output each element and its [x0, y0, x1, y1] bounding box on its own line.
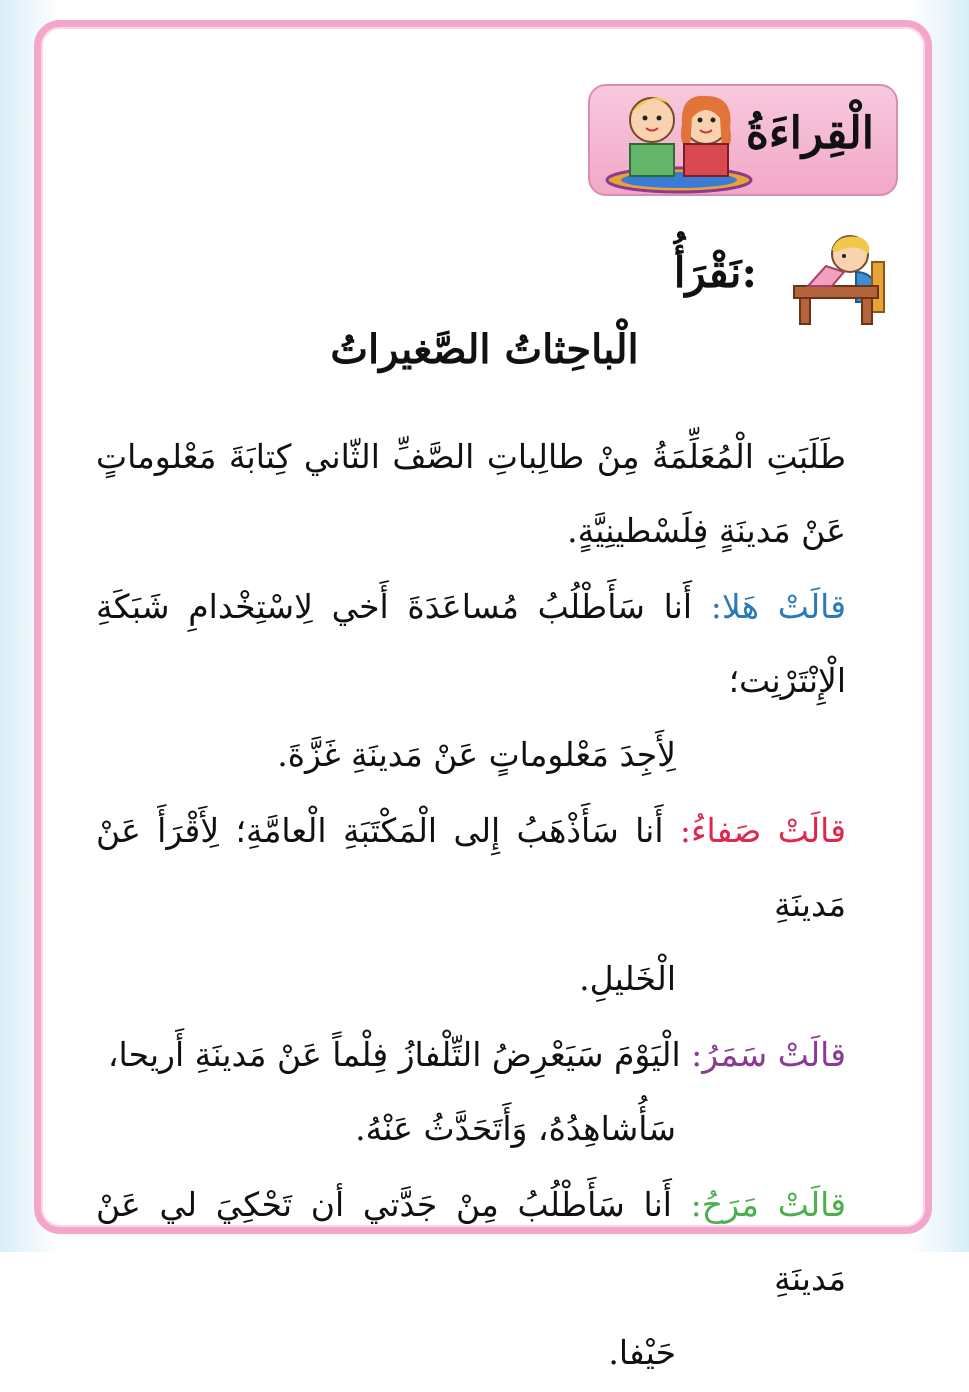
children-reading-icon: [604, 88, 754, 194]
banner-title: الْقِراءَةُ: [745, 108, 874, 159]
quote-line: أَنا سَأَطْلُبُ مُساعَدَةَ أَخي لِاسْتِخْدامِ شَبَكَةِ الْإِنْتَرْنِت؛: [96, 587, 846, 700]
story-text: [96, 420, 846, 1392]
quote-line: أَنا سَأَطْلُبُ مِنْ جَدَّتي أن تَحْكِيَ لي عَنْ مَدينَةِ: [96, 1185, 846, 1298]
story-title: الْباحِثاتُ الصَّغيراتُ: [330, 326, 639, 373]
lesson-banner: [588, 84, 898, 196]
quote-line: أَنا سَأَذْهَبُ إِلى الْمَكْتَبَةِ الْعامَّةِ؛ لِأَقْرَأَ عَنْ مَدينَةِ: [96, 811, 846, 924]
quote-line-continued: حَيْفا.: [608, 1333, 676, 1372]
speaker-hala: قالَتْ هَلا:: [710, 587, 846, 626]
quote-line: الْيَوْمَ سَيَعْرِضُ التِّلْفازُ فِلْماً عَنْ مَدينَةِ أَريحا،: [107, 1035, 681, 1074]
quote-line-continued: لِأَجِدَ مَعْلوماتٍ عَنْ مَدينَةِ غَزَّةَ.: [277, 735, 676, 774]
quote-safaa: [96, 794, 846, 1016]
story-intro: طَلَبَتِ الْمُعَلِّمَةُ مِنْ طالِباتِ الصَّفِّ الثّاني كِتابَةَ مَعْلوماتٍ عَنْ مَدينَةٍ فِلَسْطينِيَّةٍ.: [96, 437, 846, 550]
read-label: نَقْرَأُ:: [673, 248, 757, 297]
quote-line-continued: الْخَليلِ.: [579, 959, 676, 998]
quote-hala: [96, 570, 846, 792]
quote-samar: [96, 1018, 846, 1166]
speaker-safaa: قالَتْ صَفاءُ:: [679, 811, 846, 850]
quote-line-continued: سَأُشاهِدُهُ، وَأَتَحَدَّثُ عَنْهُ.: [355, 1109, 676, 1148]
child-at-desk-icon: [786, 232, 888, 328]
speaker-marah: قالَتْ مَرَحُ:: [690, 1185, 846, 1224]
quote-marah: [96, 1168, 846, 1390]
speaker-samar: قالَتْ سَمَرُ:: [691, 1035, 846, 1074]
